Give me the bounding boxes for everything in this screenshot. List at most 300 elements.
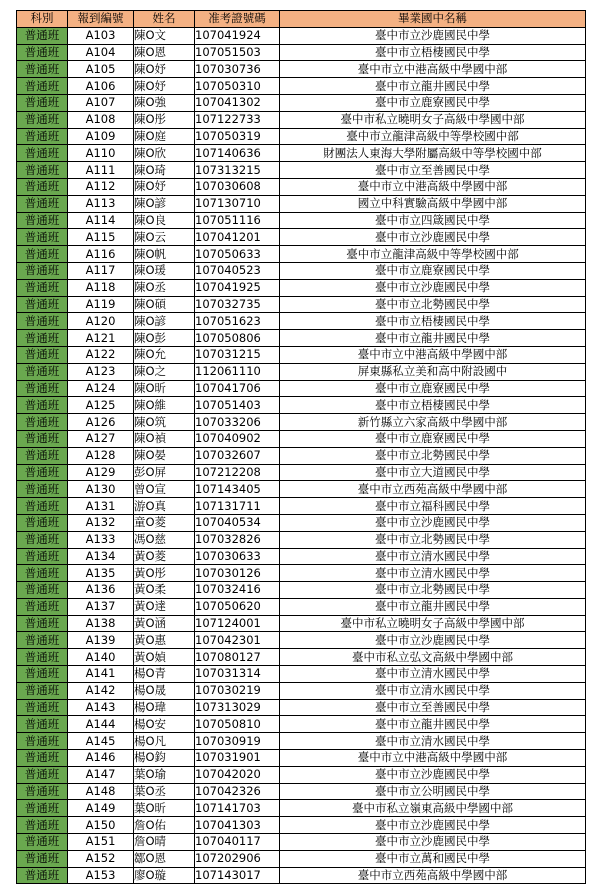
exam-cell: 107041925 <box>195 279 280 296</box>
exam-cell: 107050633 <box>195 246 280 263</box>
class-cell: 普通班 <box>17 481 68 498</box>
table-row <box>17 162 586 179</box>
class-cell: 普通班 <box>17 766 68 783</box>
school-cell: 臺中市立中港高級中學國中部 <box>280 346 586 363</box>
number-cell: A143 <box>68 699 134 716</box>
number-cell: A122 <box>68 346 134 363</box>
class-cell: 普通班 <box>17 178 68 195</box>
school-cell: 屏東縣私立美和高中附設國中 <box>280 363 586 380</box>
name-cell: 陳O強 <box>134 94 195 111</box>
name-cell: 陳O昕 <box>134 380 195 397</box>
class-cell: 普通班 <box>17 531 68 548</box>
school-cell: 臺中市立大道國民中學 <box>280 464 586 481</box>
school-cell: 臺中市立北勢國民中學 <box>280 582 586 599</box>
school-cell: 新竹縣立六家高級中學國中部 <box>280 414 586 431</box>
school-cell: 臺中市立中港高級中學國中部 <box>280 750 586 767</box>
table-row <box>17 800 586 817</box>
number-cell: A114 <box>68 212 134 229</box>
number-cell: A121 <box>68 330 134 347</box>
name-cell: 陳O彤 <box>134 111 195 128</box>
number-cell: A124 <box>68 380 134 397</box>
class-cell: 普通班 <box>17 296 68 313</box>
name-cell: 陳O晏 <box>134 447 195 464</box>
name-cell: 陳O恩 <box>134 44 195 61</box>
name-cell: 陳O帆 <box>134 246 195 263</box>
table-row <box>17 766 586 783</box>
school-cell: 臺中市立沙鹿國民中學 <box>280 229 586 246</box>
school-cell: 臺中市立龍井國民中學 <box>280 330 586 347</box>
exam-cell: 107131711 <box>195 498 280 515</box>
school-cell: 臺中市立龍井國民中學 <box>280 78 586 95</box>
exam-cell: 107313029 <box>195 699 280 716</box>
name-cell: 陳O文 <box>134 27 195 44</box>
table-row <box>17 195 586 212</box>
school-cell: 臺中市立沙鹿國民中學 <box>280 27 586 44</box>
class-cell: 普通班 <box>17 447 68 464</box>
class-cell: 普通班 <box>17 363 68 380</box>
name-cell: 陳O彭 <box>134 330 195 347</box>
school-cell: 臺中市立清水國民中學 <box>280 565 586 582</box>
class-cell: 普通班 <box>17 867 68 884</box>
exam-cell: 107042020 <box>195 766 280 783</box>
exam-cell: 107124001 <box>195 615 280 632</box>
school-cell: 臺中市立龍津高級中等學校國中部 <box>280 246 586 263</box>
school-cell: 臺中市立萬和國民中學 <box>280 850 586 867</box>
number-cell: A128 <box>68 447 134 464</box>
number-cell: A129 <box>68 464 134 481</box>
name-cell: 陳O碩 <box>134 296 195 313</box>
name-cell: 黃O彤 <box>134 565 195 582</box>
table-row <box>17 682 586 699</box>
class-cell: 普通班 <box>17 262 68 279</box>
exam-cell: 107032607 <box>195 447 280 464</box>
number-cell: A125 <box>68 397 134 414</box>
header-class: 科別 <box>17 11 68 28</box>
number-cell: A134 <box>68 548 134 565</box>
table-row <box>17 615 586 632</box>
school-cell: 臺中市立沙鹿國民中學 <box>280 834 586 851</box>
header-exam: 准考證號碼 <box>195 11 280 28</box>
exam-cell: 107041303 <box>195 817 280 834</box>
school-cell: 臺中市立鹿寮國民中學 <box>280 430 586 447</box>
school-cell: 財團法人東海大學附屬高級中等學校國中部 <box>280 145 586 162</box>
name-cell: 黃O媜 <box>134 649 195 666</box>
table-row <box>17 212 586 229</box>
number-cell: A105 <box>68 61 134 78</box>
name-cell: 陳O之 <box>134 363 195 380</box>
school-cell: 臺中市立鹿寮國民中學 <box>280 94 586 111</box>
school-cell: 臺中市立清水國民中學 <box>280 733 586 750</box>
class-cell: 普通班 <box>17 514 68 531</box>
table-row <box>17 178 586 195</box>
table-row <box>17 716 586 733</box>
table-row <box>17 699 586 716</box>
name-cell: 黃O惠 <box>134 632 195 649</box>
header-school: 畢業國中名稱 <box>280 11 586 28</box>
table-row <box>17 867 586 884</box>
class-cell: 普通班 <box>17 565 68 582</box>
exam-cell: 107032416 <box>195 582 280 599</box>
school-cell: 臺中市立梧棲國民中學 <box>280 313 586 330</box>
name-cell: 彭O屏 <box>134 464 195 481</box>
class-cell: 普通班 <box>17 834 68 851</box>
name-cell: 陳O妤 <box>134 61 195 78</box>
school-cell: 臺中市立梧棲國民中學 <box>280 397 586 414</box>
exam-cell: 107032826 <box>195 531 280 548</box>
exam-cell: 107050319 <box>195 128 280 145</box>
table-row <box>17 262 586 279</box>
exam-cell: 107141703 <box>195 800 280 817</box>
table-row <box>17 850 586 867</box>
school-cell: 臺中市立北勢國民中學 <box>280 447 586 464</box>
table-row <box>17 128 586 145</box>
exam-cell: 107030608 <box>195 178 280 195</box>
name-cell: 陳O諺 <box>134 195 195 212</box>
school-cell: 臺中市立龍井國民中學 <box>280 598 586 615</box>
header-number: 報到編號 <box>68 11 134 28</box>
table-row <box>17 346 586 363</box>
name-cell: 黃O達 <box>134 598 195 615</box>
class-cell: 普通班 <box>17 598 68 615</box>
class-cell: 普通班 <box>17 44 68 61</box>
exam-cell: 107212208 <box>195 464 280 481</box>
exam-cell: 107042301 <box>195 632 280 649</box>
exam-cell: 107050310 <box>195 78 280 95</box>
header-row <box>17 11 586 28</box>
exam-cell: 107080127 <box>195 649 280 666</box>
class-cell: 普通班 <box>17 582 68 599</box>
number-cell: A104 <box>68 44 134 61</box>
name-cell: 楊O安 <box>134 716 195 733</box>
name-cell: 陳O欣 <box>134 145 195 162</box>
school-cell: 臺中市立北勢國民中學 <box>280 296 586 313</box>
name-cell: 陳O筑 <box>134 414 195 431</box>
class-cell: 普通班 <box>17 246 68 263</box>
exam-cell: 107030919 <box>195 733 280 750</box>
class-cell: 普通班 <box>17 850 68 867</box>
school-cell: 臺中市立清水國民中學 <box>280 666 586 683</box>
table-row <box>17 78 586 95</box>
number-cell: A149 <box>68 800 134 817</box>
school-cell: 臺中市立四箴國民中學 <box>280 212 586 229</box>
class-cell: 普通班 <box>17 800 68 817</box>
table-row <box>17 582 586 599</box>
name-cell: 陳O良 <box>134 212 195 229</box>
number-cell: A130 <box>68 481 134 498</box>
name-cell: 陳O瑗 <box>134 262 195 279</box>
number-cell: A139 <box>68 632 134 649</box>
class-cell: 普通班 <box>17 313 68 330</box>
class-cell: 普通班 <box>17 27 68 44</box>
table-row <box>17 783 586 800</box>
table-row <box>17 296 586 313</box>
class-cell: 普通班 <box>17 682 68 699</box>
table-row <box>17 111 586 128</box>
exam-cell: 107032735 <box>195 296 280 313</box>
number-cell: A127 <box>68 430 134 447</box>
number-cell: A146 <box>68 750 134 767</box>
table-row <box>17 279 586 296</box>
table-row <box>17 531 586 548</box>
class-cell: 普通班 <box>17 548 68 565</box>
exam-cell: 107040523 <box>195 262 280 279</box>
exam-cell: 107050620 <box>195 598 280 615</box>
table-row <box>17 430 586 447</box>
table-row <box>17 750 586 767</box>
class-cell: 普通班 <box>17 61 68 78</box>
class-cell: 普通班 <box>17 94 68 111</box>
number-cell: A140 <box>68 649 134 666</box>
exam-cell: 107041302 <box>195 94 280 111</box>
table-row <box>17 380 586 397</box>
class-cell: 普通班 <box>17 330 68 347</box>
table-row <box>17 817 586 834</box>
name-cell: 陳O維 <box>134 397 195 414</box>
table-row <box>17 397 586 414</box>
class-cell: 普通班 <box>17 195 68 212</box>
name-cell: 曾O宣 <box>134 481 195 498</box>
number-cell: A116 <box>68 246 134 263</box>
exam-cell: 107031314 <box>195 666 280 683</box>
name-cell: 黃O柔 <box>134 582 195 599</box>
name-cell: 楊O瑋 <box>134 699 195 716</box>
table-row <box>17 363 586 380</box>
exam-cell: 107040534 <box>195 514 280 531</box>
school-cell: 臺中市立梧棲國民中學 <box>280 44 586 61</box>
name-cell: 馮O慈 <box>134 531 195 548</box>
school-cell: 臺中市立中港高級中學國中部 <box>280 178 586 195</box>
number-cell: A108 <box>68 111 134 128</box>
table-row <box>17 464 586 481</box>
school-cell: 臺中市立清水國民中學 <box>280 682 586 699</box>
school-cell: 臺中市立清水國民中學 <box>280 548 586 565</box>
exam-cell: 107313215 <box>195 162 280 179</box>
table-row <box>17 514 586 531</box>
class-cell: 普通班 <box>17 279 68 296</box>
table-row <box>17 834 586 851</box>
school-cell: 臺中市立北勢國民中學 <box>280 531 586 548</box>
number-cell: A132 <box>68 514 134 531</box>
class-cell: 普通班 <box>17 128 68 145</box>
name-cell: 楊O青 <box>134 666 195 683</box>
number-cell: A117 <box>68 262 134 279</box>
exam-cell: 107202906 <box>195 850 280 867</box>
class-cell: 普通班 <box>17 498 68 515</box>
class-cell: 普通班 <box>17 111 68 128</box>
table-row <box>17 414 586 431</box>
number-cell: A142 <box>68 682 134 699</box>
class-cell: 普通班 <box>17 615 68 632</box>
class-cell: 普通班 <box>17 733 68 750</box>
school-cell: 臺中市立公明國民中學 <box>280 783 586 800</box>
school-cell: 臺中市私立曉明女子高級中學國中部 <box>280 111 586 128</box>
exam-cell: 107030736 <box>195 61 280 78</box>
name-cell: 陳O妤 <box>134 178 195 195</box>
table-row <box>17 481 586 498</box>
exam-cell: 107050806 <box>195 330 280 347</box>
school-cell: 臺中市立沙鹿國民中學 <box>280 632 586 649</box>
number-cell: A148 <box>68 783 134 800</box>
class-cell: 普通班 <box>17 783 68 800</box>
name-cell: 游O真 <box>134 498 195 515</box>
class-cell: 普通班 <box>17 162 68 179</box>
table-row <box>17 632 586 649</box>
number-cell: A123 <box>68 363 134 380</box>
exam-cell: 107051116 <box>195 212 280 229</box>
number-cell: A136 <box>68 582 134 599</box>
exam-cell: 107051403 <box>195 397 280 414</box>
name-cell: 葉O瑜 <box>134 766 195 783</box>
number-cell: A126 <box>68 414 134 431</box>
number-cell: A147 <box>68 766 134 783</box>
school-cell: 臺中市立福科國民中學 <box>280 498 586 515</box>
class-cell: 普通班 <box>17 229 68 246</box>
table-row <box>17 44 586 61</box>
name-cell: 陳O庭 <box>134 128 195 145</box>
table-row <box>17 548 586 565</box>
name-cell: 楊O凡 <box>134 733 195 750</box>
school-cell: 臺中市立鹿寮國民中學 <box>280 380 586 397</box>
school-cell: 臺中市立沙鹿國民中學 <box>280 514 586 531</box>
class-cell: 普通班 <box>17 78 68 95</box>
name-cell: 詹O佑 <box>134 817 195 834</box>
number-cell: A106 <box>68 78 134 95</box>
table-row <box>17 94 586 111</box>
class-cell: 普通班 <box>17 397 68 414</box>
number-cell: A152 <box>68 850 134 867</box>
name-cell: 陳O云 <box>134 229 195 246</box>
class-cell: 普通班 <box>17 716 68 733</box>
table-row <box>17 313 586 330</box>
exam-cell: 107130710 <box>195 195 280 212</box>
name-cell: 陳O妤 <box>134 78 195 95</box>
exam-cell: 107033206 <box>195 414 280 431</box>
exam-cell: 107040117 <box>195 834 280 851</box>
name-cell: 詹O晴 <box>134 834 195 851</box>
school-cell: 臺中市立沙鹿國民中學 <box>280 279 586 296</box>
school-cell: 臺中市私立弘文高級中學國中部 <box>280 649 586 666</box>
name-cell: 陳O丞 <box>134 279 195 296</box>
name-cell: 黃O涵 <box>134 615 195 632</box>
class-cell: 普通班 <box>17 666 68 683</box>
student-roster-table <box>16 10 586 884</box>
name-cell: 葉O昕 <box>134 800 195 817</box>
class-cell: 普通班 <box>17 464 68 481</box>
exam-cell: 107041201 <box>195 229 280 246</box>
table-row <box>17 598 586 615</box>
number-cell: A144 <box>68 716 134 733</box>
exam-cell: 107042326 <box>195 783 280 800</box>
class-cell: 普通班 <box>17 380 68 397</box>
school-cell: 臺中市立沙鹿國民中學 <box>280 766 586 783</box>
exam-cell: 107030633 <box>195 548 280 565</box>
number-cell: A135 <box>68 565 134 582</box>
exam-cell: 112061110 <box>195 363 280 380</box>
exam-cell: 107030126 <box>195 565 280 582</box>
exam-cell: 107143405 <box>195 481 280 498</box>
table-row <box>17 229 586 246</box>
class-cell: 普通班 <box>17 649 68 666</box>
number-cell: A133 <box>68 531 134 548</box>
class-cell: 普通班 <box>17 750 68 767</box>
number-cell: A141 <box>68 666 134 683</box>
number-cell: A118 <box>68 279 134 296</box>
class-cell: 普通班 <box>17 699 68 716</box>
exam-cell: 107030219 <box>195 682 280 699</box>
table-row <box>17 447 586 464</box>
exam-cell: 107041924 <box>195 27 280 44</box>
number-cell: A151 <box>68 834 134 851</box>
table-row <box>17 330 586 347</box>
name-cell: 陳O琦 <box>134 162 195 179</box>
table-row <box>17 246 586 263</box>
exam-cell: 107051623 <box>195 313 280 330</box>
number-cell: A115 <box>68 229 134 246</box>
number-cell: A112 <box>68 178 134 195</box>
table-row <box>17 61 586 78</box>
table-row <box>17 498 586 515</box>
exam-cell: 107040902 <box>195 430 280 447</box>
class-cell: 普通班 <box>17 346 68 363</box>
table-row <box>17 649 586 666</box>
name-cell: 鄒O恩 <box>134 850 195 867</box>
name-cell: 陳O諺 <box>134 313 195 330</box>
school-cell: 臺中市私立曉明女子高級中學國中部 <box>280 615 586 632</box>
school-cell: 臺中市立西苑高級中學國中部 <box>280 481 586 498</box>
name-cell: 童O菱 <box>134 514 195 531</box>
number-cell: A110 <box>68 145 134 162</box>
class-cell: 普通班 <box>17 145 68 162</box>
exam-cell: 107031215 <box>195 346 280 363</box>
exam-cell: 107050810 <box>195 716 280 733</box>
school-cell: 臺中市立至善國民中學 <box>280 162 586 179</box>
school-cell: 臺中市私立嶺東高級中學國中部 <box>280 800 586 817</box>
class-cell: 普通班 <box>17 430 68 447</box>
roster-body <box>17 27 586 884</box>
school-cell: 臺中市立中港高級中學國中部 <box>280 61 586 78</box>
number-cell: A120 <box>68 313 134 330</box>
school-cell: 臺中市立鹿寮國民中學 <box>280 262 586 279</box>
name-cell: 楊O晟 <box>134 682 195 699</box>
school-cell: 臺中市立西苑高級中學國中部 <box>280 867 586 884</box>
number-cell: A107 <box>68 94 134 111</box>
number-cell: A109 <box>68 128 134 145</box>
school-cell: 臺中市立至善國民中學 <box>280 699 586 716</box>
number-cell: A113 <box>68 195 134 212</box>
class-cell: 普通班 <box>17 817 68 834</box>
class-cell: 普通班 <box>17 414 68 431</box>
table-row <box>17 733 586 750</box>
number-cell: A111 <box>68 162 134 179</box>
number-cell: A145 <box>68 733 134 750</box>
number-cell: A137 <box>68 598 134 615</box>
school-cell: 臺中市立龍津高級中等學校國中部 <box>280 128 586 145</box>
table-row <box>17 565 586 582</box>
exam-cell: 107041706 <box>195 380 280 397</box>
number-cell: A153 <box>68 867 134 884</box>
name-cell: 廖O璇 <box>134 867 195 884</box>
class-cell: 普通班 <box>17 212 68 229</box>
name-cell: 陳O禎 <box>134 430 195 447</box>
number-cell: A131 <box>68 498 134 515</box>
table-row <box>17 666 586 683</box>
name-cell: 黃O菱 <box>134 548 195 565</box>
name-cell: 楊O鈞 <box>134 750 195 767</box>
exam-cell: 107122733 <box>195 111 280 128</box>
number-cell: A138 <box>68 615 134 632</box>
number-cell: A103 <box>68 27 134 44</box>
exam-cell: 107140636 <box>195 145 280 162</box>
